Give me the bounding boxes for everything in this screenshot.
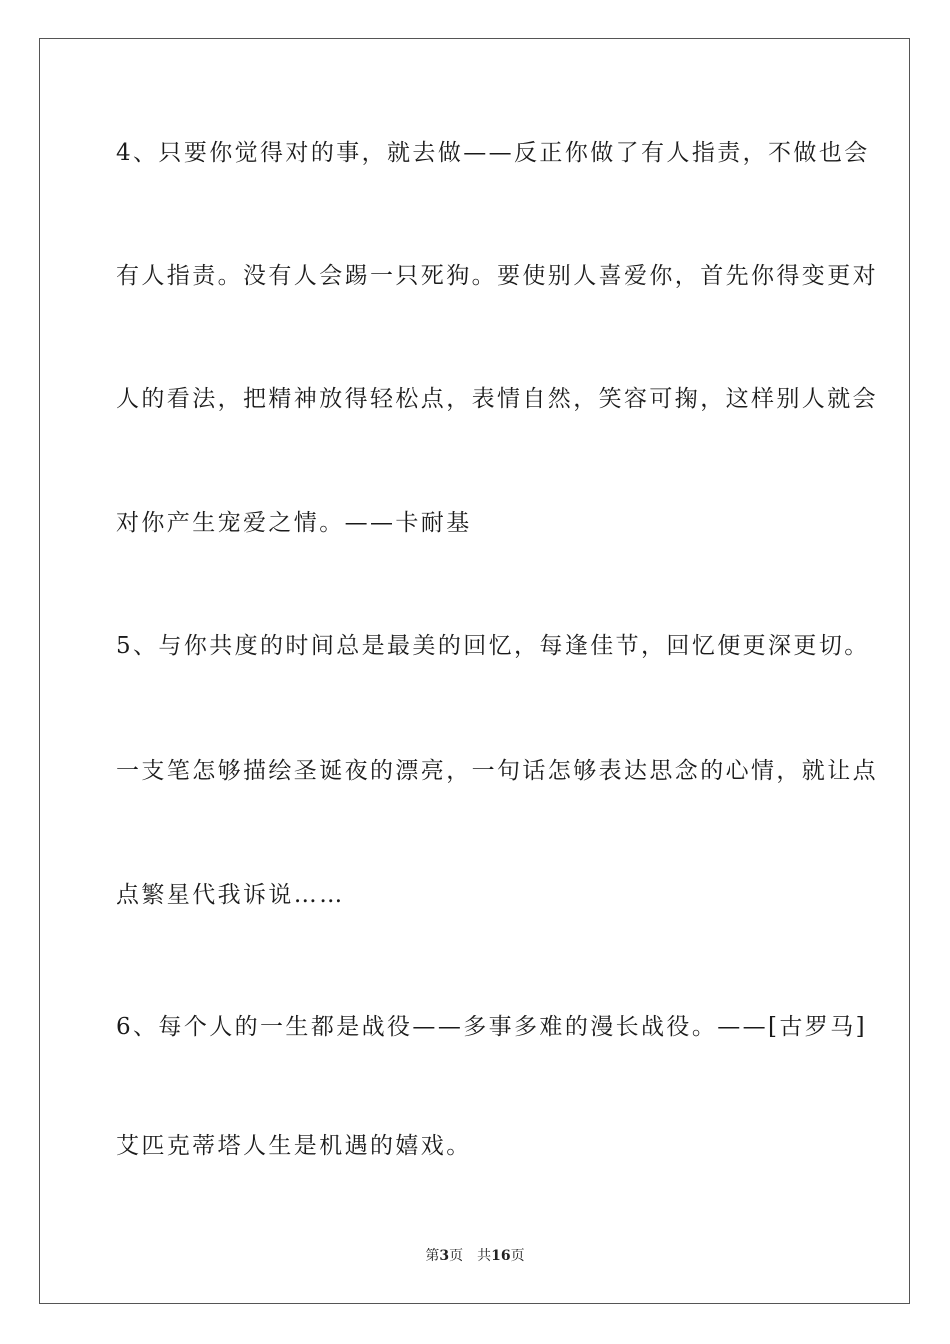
- page-prefix: 第: [425, 1248, 440, 1264]
- total-suffix: 页: [510, 1248, 525, 1264]
- page-border: [39, 38, 910, 1304]
- page-footer: [0, 1246, 950, 1266]
- page-suffix: 页: [449, 1248, 464, 1264]
- text-line: 4、只要你觉得对的事，就去做——反正你做了有人指责，不做也会: [116, 140, 870, 166]
- total-prefix: 共: [477, 1248, 492, 1264]
- text-line: 人的看法，把精神放得轻松点，表情自然，笑容可掬，这样别人就会: [116, 386, 878, 412]
- text-line: 艾匹克蒂塔人生是机遇的嬉戏。: [116, 1133, 472, 1159]
- text-line: 5、与你共度的时间总是最美的回忆，每逢佳节，回忆便更深更切。: [116, 633, 870, 659]
- text-line: 一支笔怎够描绘圣诞夜的漂亮，一句话怎够表达思念的心情，就让点: [116, 758, 878, 784]
- text-line: 对你产生宠爱之情。——卡耐基: [116, 510, 472, 536]
- text-line: 点繁星代我诉说……: [116, 882, 345, 908]
- current-page-number: 3: [439, 1248, 450, 1264]
- text-line: 6、每个人的一生都是战役——多事多难的漫长战役。——[古罗马]: [116, 1014, 867, 1040]
- total-pages-number: 16: [491, 1248, 511, 1264]
- text-line: 有人指责。没有人会踢一只死狗。要使别人喜爱你，首先你得变更对: [116, 263, 878, 289]
